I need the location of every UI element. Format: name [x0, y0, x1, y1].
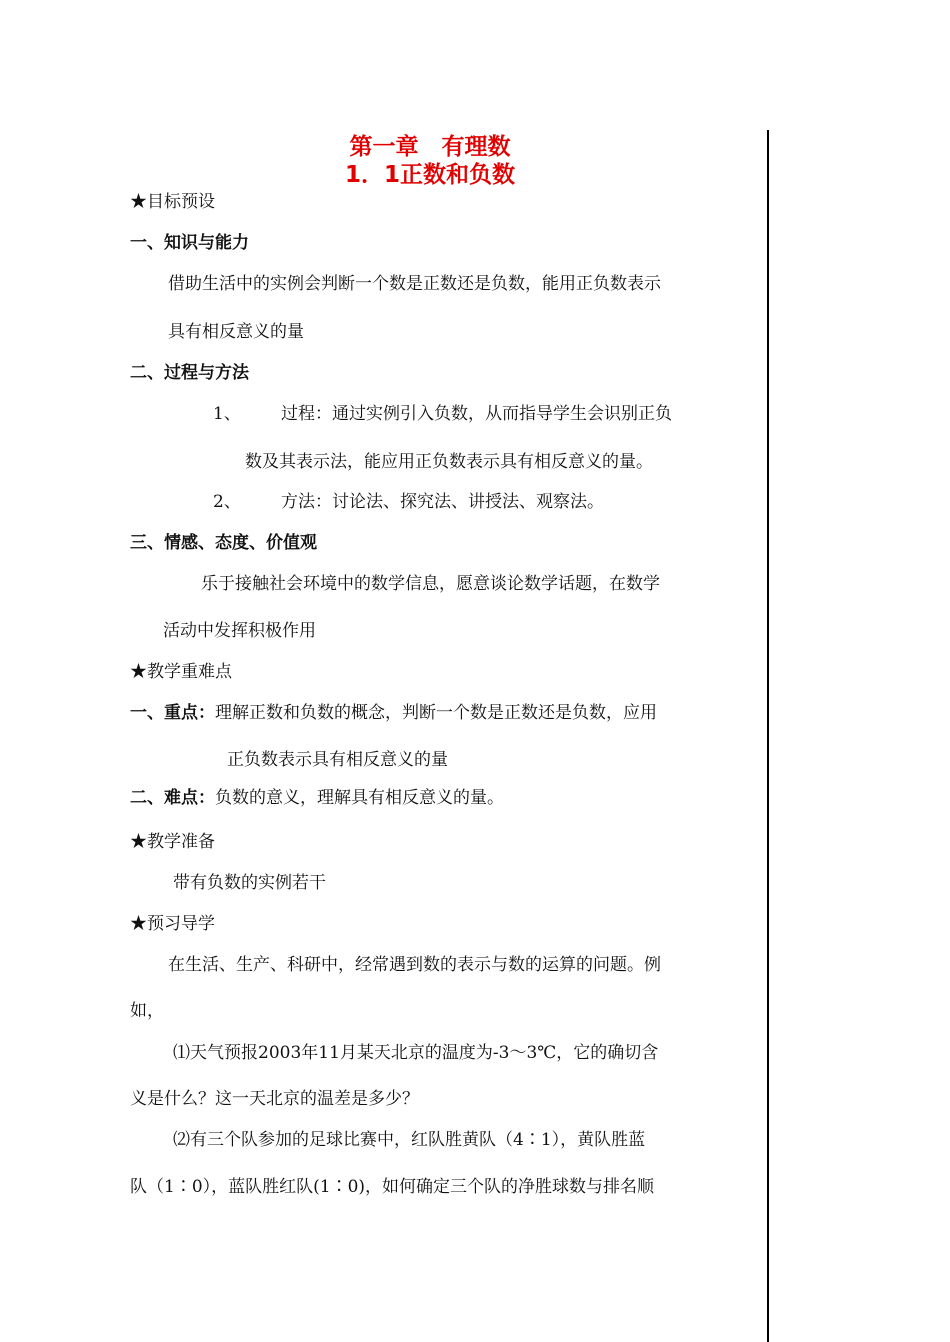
difficulty-text: 负数的意义，理解具有相反意义的量。	[215, 788, 504, 808]
list-item	[213, 402, 672, 426]
paragraph-line: 乐于接触社会环境中的数学信息，愿意谈论数学话题，在数学	[201, 574, 660, 594]
heading-preview: ★预习导学	[130, 914, 215, 934]
paragraph-line: 如，	[130, 1001, 164, 1021]
paragraph-line: 借助生活中的实例会判断一个数是正数还是负数，能用正负数表示	[168, 274, 661, 294]
paragraph-line: 队（1∶0），蓝队胜红队(1∶0)，如何确定三个队的净胜球数与排名顺	[130, 1177, 655, 1197]
heading-process: 二、过程与方法	[130, 363, 249, 383]
key-point-line	[130, 701, 657, 725]
list-number: 1、	[213, 404, 241, 424]
heading-key-points: ★教学重难点	[130, 662, 232, 682]
heading-preparation: ★教学准备	[130, 832, 215, 852]
paragraph-line: 具有相反意义的量	[168, 322, 304, 342]
list-item	[213, 490, 604, 514]
paragraph-line: 义是什么？这一天北京的温差是多少？	[130, 1089, 419, 1109]
paragraph-line: 正负数表示具有相反意义的量	[227, 750, 448, 770]
difficulty-label: 二、难点：	[130, 788, 215, 808]
paragraph-line: 在生活、生产、科研中，经常遇到数的表示与数的运算的问题。例	[168, 955, 661, 975]
paragraph-line: 带有负数的实例若干	[173, 873, 326, 893]
list-text: 过程：通过实例引入负数，从而指导学生会识别正负	[281, 404, 672, 424]
paragraph-line: ⑵有三个队参加的足球比赛中，红队胜黄队（4∶1），黄队胜蓝	[173, 1130, 646, 1150]
heading-emotion: 三、情感、态度、价值观	[130, 533, 317, 553]
paragraph-line: ⑴天气预报2003年11月某天北京的温度为-3～3℃，它的确切含	[173, 1043, 659, 1063]
paragraph-line: 活动中发挥积极作用	[163, 621, 316, 641]
page-margin-line	[767, 130, 769, 1342]
section-title: 1．1正数和负数	[344, 162, 515, 188]
heading-knowledge: 一、知识与能力	[130, 233, 249, 253]
difficulty-line	[130, 786, 504, 810]
key-point-label: 一、重点：	[130, 703, 215, 723]
list-number: 2、	[213, 492, 241, 512]
chapter-title: 第一章 有理数	[349, 134, 511, 160]
key-point-text: 理解正数和负数的概念，判断一个数是正数还是负数，应用	[215, 703, 657, 723]
paragraph-line: 数及其表示法，能应用正负数表示具有相反意义的量。	[245, 452, 653, 472]
heading-goals: ★目标预设	[130, 192, 215, 212]
list-text: 方法：讨论法、探究法、讲授法、观察法。	[281, 492, 604, 512]
